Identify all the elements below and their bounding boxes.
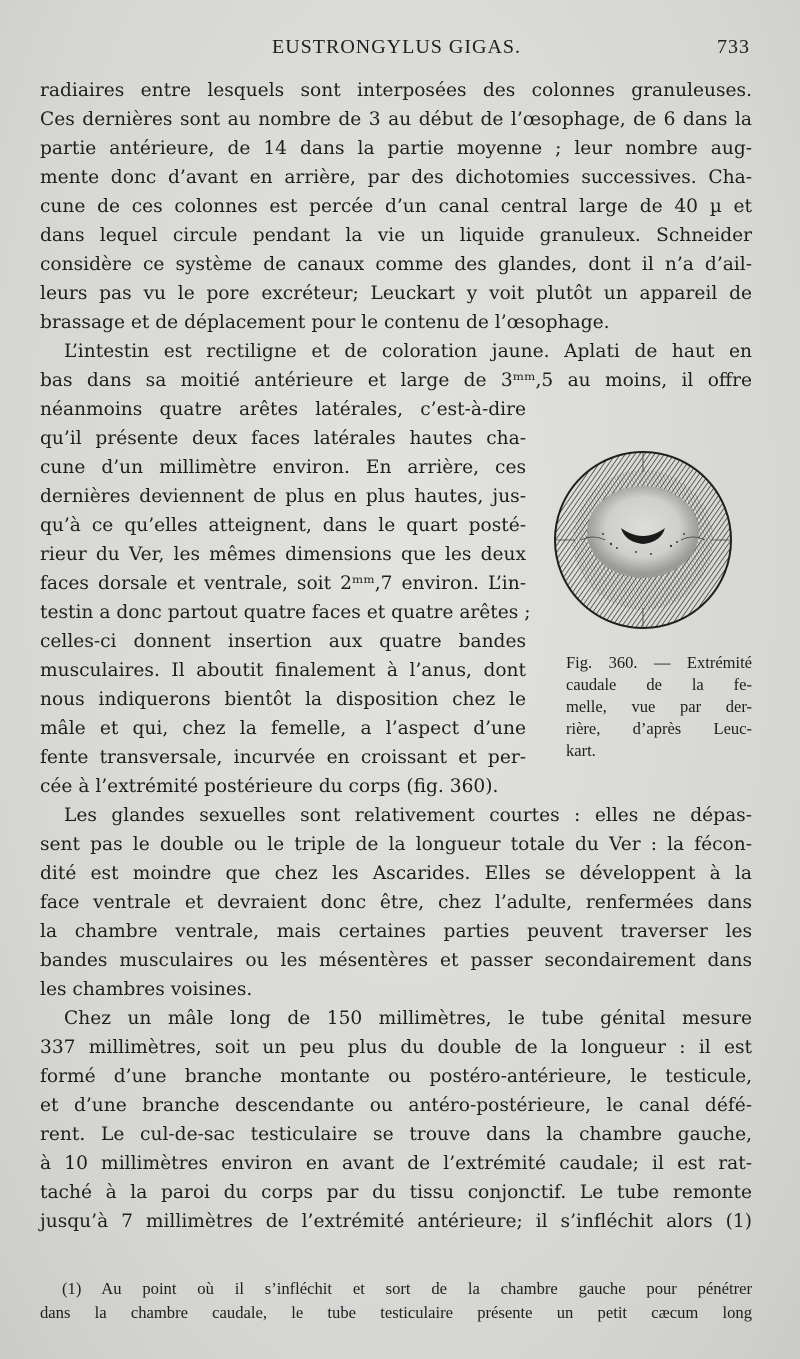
text-line: musculaires. Il aboutit finalement à l’anus, dont xyxy=(40,660,526,681)
text-line: et d’une branche descendante ou antéro-postérieure, le canal défé- xyxy=(40,1095,752,1116)
running-title: EUSTRONGYLUS GIGAS. xyxy=(272,36,522,58)
footnote-line: dans la chambre caudale, le tube testiculaire présente un petit cæcum long xyxy=(40,1303,752,1322)
page-number: 733 xyxy=(717,36,750,58)
text-line: cune d’un millimètre environ. En arrière, ces xyxy=(40,457,526,478)
figure-caption xyxy=(546,652,752,762)
footnote xyxy=(40,1277,752,1325)
text-line: faces dorsale et ventrale, soit 2ᵐᵐ,7 environ. L’in- xyxy=(40,573,526,594)
text-line: nous indiquerons bientôt la disposition chez le xyxy=(40,689,526,710)
caption-line: caudale de la fe- xyxy=(566,675,752,694)
text-line: cée à l’extrémité postérieure du corps (fig. 360). xyxy=(40,776,499,797)
text-line: les chambres voisines. xyxy=(40,979,253,1000)
caption-line: Fig. 360. — Extrémité xyxy=(566,653,752,672)
text-line: fente transversale, incurvée en croissant et per- xyxy=(40,747,526,768)
text-line: qu’il présente deux faces latérales hautes cha- xyxy=(40,428,526,449)
text-line: radiaires entre lesquels sont interposées des colonnes granuleuses. xyxy=(40,80,752,101)
text-line: brassage et de déplacement pour le contenu de l’œsophage. xyxy=(40,312,610,333)
caption-line: melle, vue par der- xyxy=(566,697,752,716)
text-line: mente donc d’avant en arrière, par des dichotomies successives. Cha- xyxy=(40,167,752,188)
text-line: Les glandes sexuelles sont relativement courtes : elles ne dépas- xyxy=(64,805,752,826)
text-line: rent. Le cul-de-sac testiculaire se trouve dans la chambre gauche, xyxy=(40,1124,752,1145)
text-line: qu’à ce qu’elles atteignent, dans le quart posté- xyxy=(40,515,526,536)
text-line: taché à la paroi du corps par du tissu conjonctif. Le tube remonte xyxy=(40,1182,752,1203)
text-line: rieur du Ver, les mêmes dimensions que les deux xyxy=(40,544,526,565)
text-line: formé d’une branche montante ou postéro-antérieure, le testicule, xyxy=(40,1066,752,1087)
text-line: la chambre ventrale, mais certaines parties peuvent traverser les xyxy=(40,921,752,942)
text-line: bas dans sa moitié antérieure et large de 3ᵐᵐ,5 au moins, il offre xyxy=(40,370,752,391)
text-line: L’intestin est rectiligne et de coloration jaune. Aplati de haut en xyxy=(64,341,752,362)
paragraph-block-2 xyxy=(40,395,531,801)
figure-360-illustration xyxy=(551,448,735,632)
text-line: néanmoins quatre arêtes latérales, c’est-à-dire xyxy=(40,399,526,420)
paragraph-block-3 xyxy=(40,801,752,1236)
text-line: Chez un mâle long de 150 millimètres, le tube génital mesure xyxy=(64,1008,752,1029)
text-line: mâle et qui, chez la femelle, a l’aspect d’une xyxy=(40,718,526,739)
text-line: 337 millimètres, soit un peu plus du double de la longueur : il est xyxy=(40,1037,752,1058)
text-line: dernières deviennent de plus en plus hautes, jus- xyxy=(40,486,526,507)
text-line: sent pas le double ou le triple de la longueur totale du Ver : la fécon- xyxy=(40,834,752,855)
caption-line: kart. xyxy=(566,741,596,760)
paragraph-block-1 xyxy=(40,76,752,395)
text-line: cune de ces colonnes est percée d’un canal central large de 40 µ et xyxy=(40,196,752,217)
text-line: leurs pas vu le pore excréteur; Leuckart y voit plutôt un appareil de xyxy=(40,283,752,304)
text-line: dans lequel circule pendant la vie un liquide granuleux. Schneider xyxy=(40,225,752,246)
text-line: face ventrale et devraient donc être, chez l’adulte, renfermées dans xyxy=(40,892,752,913)
text-line: dité est moindre que chez les Ascarides. Elles se développent à la xyxy=(40,863,752,884)
tail-end-engraving xyxy=(551,448,735,632)
text-line: celles-ci donnent insertion aux quatre bandes xyxy=(40,631,526,652)
text-line: jusqu’à 7 millimètres de l’extrémité antérieure; il s’infléchit alors (1) xyxy=(40,1211,752,1232)
text-line: à 10 millimètres environ en avant de l’extrémité caudale; il est rat- xyxy=(40,1153,752,1174)
page-header xyxy=(40,36,750,64)
text-line: testin a donc partout quatre faces et quatre arêtes ; xyxy=(40,602,531,623)
caption-line: rière, d’après Leuc- xyxy=(566,719,752,738)
footnote-line: (1) Au point où il s’infléchit et sort de la chambre gauche pour pénétrer xyxy=(62,1279,752,1298)
text-line: partie antérieure, de 14 dans la partie moyenne ; leur nombre aug- xyxy=(40,138,752,159)
text-line: Ces dernières sont au nombre de 3 au début de l’œsophage, de 6 dans la xyxy=(40,109,752,130)
text-line: bandes musculaires ou les mésentères et passer secondairement dans xyxy=(40,950,752,971)
text-line: considère ce système de canaux comme des glandes, dont il n’a d’ail- xyxy=(40,254,752,275)
